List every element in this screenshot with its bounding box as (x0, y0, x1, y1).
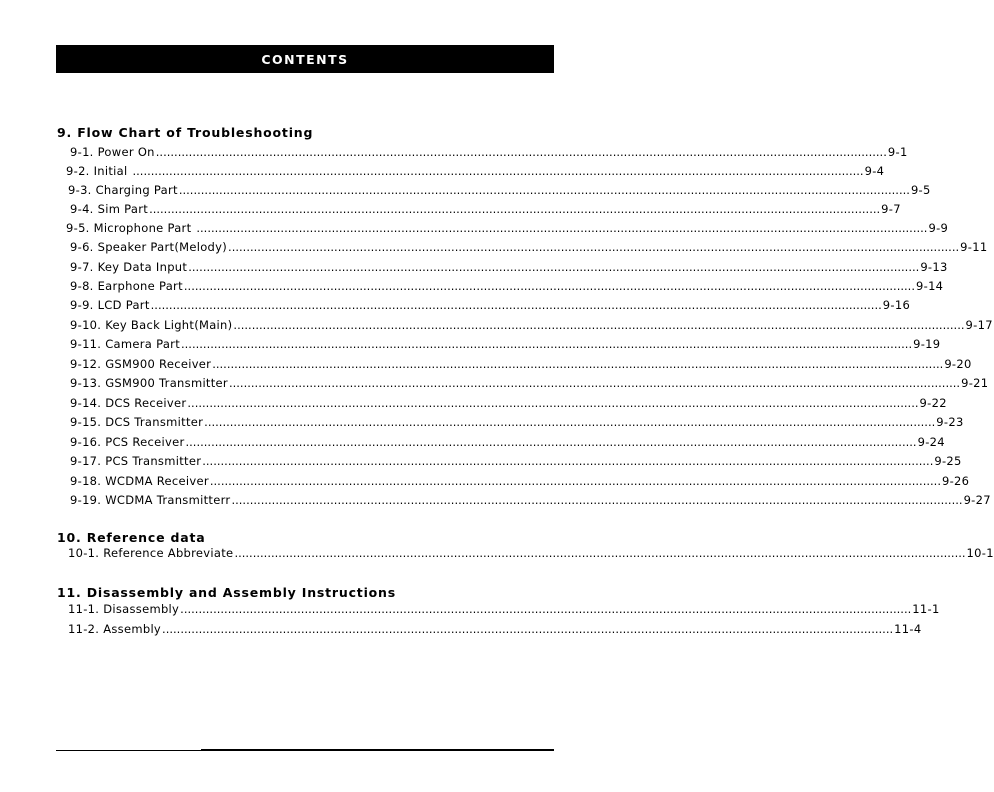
toc-entry-page: 11-1 (912, 602, 940, 616)
toc-entry-page: 9-11 (960, 240, 988, 254)
toc-entry[interactable] (70, 474, 970, 490)
toc-entry-label: 9-19. WCDMA Transmitterr (70, 493, 231, 507)
toc-entry-label: 9-8. Earphone Part (70, 279, 183, 293)
toc-entry-page: 9-24 (917, 435, 945, 449)
toc-entry[interactable] (66, 164, 885, 180)
leader-dots: ........................................................................................................................................................................................................ (234, 546, 966, 560)
toc-entry[interactable] (70, 376, 989, 392)
toc-entry-page: 9-25 (934, 454, 962, 468)
toc-entry-label: 11-2. Assembly (68, 622, 162, 636)
leader-dots: ........................................................................................................................................................................................................ (209, 474, 941, 488)
leader-dots: ........................................................................................................................................................................................................ (149, 202, 881, 216)
toc-entry-page: 9-17 (965, 318, 993, 332)
leader-dots: ........................................................................................................................................................................................................ (155, 145, 887, 159)
toc-entry-page: 9-23 (936, 415, 964, 429)
toc-entry-page: 9-26 (941, 474, 970, 488)
toc-entry[interactable] (66, 221, 949, 237)
toc-entry-label: 9-18. WCDMA Receiver (70, 474, 209, 488)
leader-dots: ........................................................................................................................................................................................................ (150, 298, 882, 312)
leader-dots: ........................................................................................................................................................................................................ (188, 260, 920, 274)
toc-entry-label: 11-1. Disassembly (68, 602, 180, 616)
toc-entry-label: 9-7. Key Data Input (70, 260, 188, 274)
toc-entry-label: 9-17. PCS Transmitter (70, 454, 202, 468)
leader-dots: ........................................................................................................................................................................................................ (183, 279, 915, 293)
toc-entry[interactable] (70, 493, 991, 509)
toc-entry[interactable] (70, 145, 908, 161)
toc-entry[interactable] (70, 260, 948, 276)
toc-entry-label: 9-1. Power On (70, 145, 155, 159)
toc-entry[interactable] (70, 337, 941, 353)
toc-entry-label: 9-6. Speaker Part(Melody) (70, 240, 228, 254)
leader-dots: ........................................................................................................................................................................................................ (204, 415, 936, 429)
leader-dots: ........................................................................................................................................................................................................ (212, 357, 944, 371)
section-title-11: 11. Disassembly and Assembly Instructions (57, 585, 396, 600)
toc-entry-page: 9-16 (882, 298, 911, 312)
leader-dots: ........................................................................................................................................................................................................ (233, 318, 965, 332)
toc-entry-label: 9-16. PCS Receiver (70, 435, 185, 449)
leader-dots: ........................................................................................................................................................................................................ (231, 493, 963, 507)
toc-entry-page: 9-19 (913, 337, 941, 351)
toc-entry-label: 9-15. DCS Transmitter (70, 415, 204, 429)
leader-dots: ........................................................................................................................................................................................................ (196, 221, 928, 235)
toc-entry-page: 9-27 (963, 493, 991, 507)
contents-banner (56, 45, 554, 73)
section-title-10: 10. Reference data (57, 530, 206, 545)
toc-entry-label: 9-12. GSM900 Receiver (70, 357, 212, 371)
toc-entry-page: 9-4 (864, 164, 885, 178)
toc-entry-label: 10-1. Reference Abbreviate (68, 546, 234, 560)
toc-entry[interactable] (68, 622, 922, 638)
section-title-9: 9. Flow Chart of Troubleshooting (57, 125, 314, 140)
toc-entry-page: 11-4 (894, 622, 922, 636)
toc-entry[interactable] (70, 202, 901, 218)
leader-dots: ........................................................................................................................................................................................................ (162, 622, 894, 636)
toc-entry[interactable] (70, 298, 911, 314)
toc-entry[interactable] (68, 602, 940, 618)
leader-dots: ........................................................................................................................................................................................................ (228, 240, 960, 254)
toc-entry-page: 10-1 (966, 546, 994, 560)
toc-entry[interactable] (70, 279, 944, 295)
leader-dots: ........................................................................................................................................................................................................ (185, 435, 917, 449)
toc-entry[interactable] (70, 415, 964, 431)
toc-entry-page: 9-5 (910, 183, 931, 197)
toc-entry[interactable] (70, 318, 993, 334)
toc-entry-page: 9-13 (920, 260, 948, 274)
toc-entry-label: 9-11. Camera Part (70, 337, 180, 351)
toc-entry[interactable] (68, 183, 931, 199)
leader-dots: ........................................................................................................................................................................................................ (178, 183, 910, 197)
toc-entry-label: 9-3. Charging Part (68, 183, 178, 197)
toc-entry-label: 9-9. LCD Part (70, 298, 150, 312)
toc-entry-label: 9-2. Initial (66, 164, 132, 178)
footer-rule-accent (201, 749, 554, 750)
toc-entry-page: 9-20 (944, 357, 972, 371)
page-title: CONTENTS (261, 51, 349, 67)
toc-entry-page: 9-21 (961, 376, 989, 390)
footer-rule (56, 750, 554, 751)
toc-entry-page: 9-14 (916, 279, 944, 293)
leader-dots: ........................................................................................................................................................................................................ (132, 164, 864, 178)
toc-entry-label: 9-4. Sim Part (70, 202, 149, 216)
leader-dots: ........................................................................................................................................................................................................ (180, 602, 912, 616)
toc-entry[interactable] (70, 396, 947, 412)
toc-entry[interactable] (68, 546, 994, 562)
toc-entry-label: 9-10. Key Back Light(Main) (70, 318, 233, 332)
leader-dots: ........................................................................................................................................................................................................ (187, 396, 919, 410)
toc-entry-label: 9-13. GSM900 Transmitter (70, 376, 228, 390)
leader-dots: ........................................................................................................................................................................................................ (181, 337, 913, 351)
toc-entry[interactable] (70, 454, 962, 470)
toc-entry-page: 9-7 (881, 202, 901, 216)
toc-entry-label: 9-14. DCS Receiver (70, 396, 187, 410)
toc-entry-label: 9-5. Microphone Part (66, 221, 196, 235)
toc-entry-page: 9-1 (887, 145, 908, 159)
toc-entry-page: 9-9 (928, 221, 949, 235)
toc-entry[interactable] (70, 240, 988, 256)
leader-dots: ........................................................................................................................................................................................................ (202, 454, 934, 468)
toc-entry-page: 9-22 (919, 396, 947, 410)
leader-dots: ........................................................................................................................................................................................................ (228, 376, 961, 390)
toc-entry[interactable] (70, 357, 972, 373)
toc-entry[interactable] (70, 435, 945, 451)
